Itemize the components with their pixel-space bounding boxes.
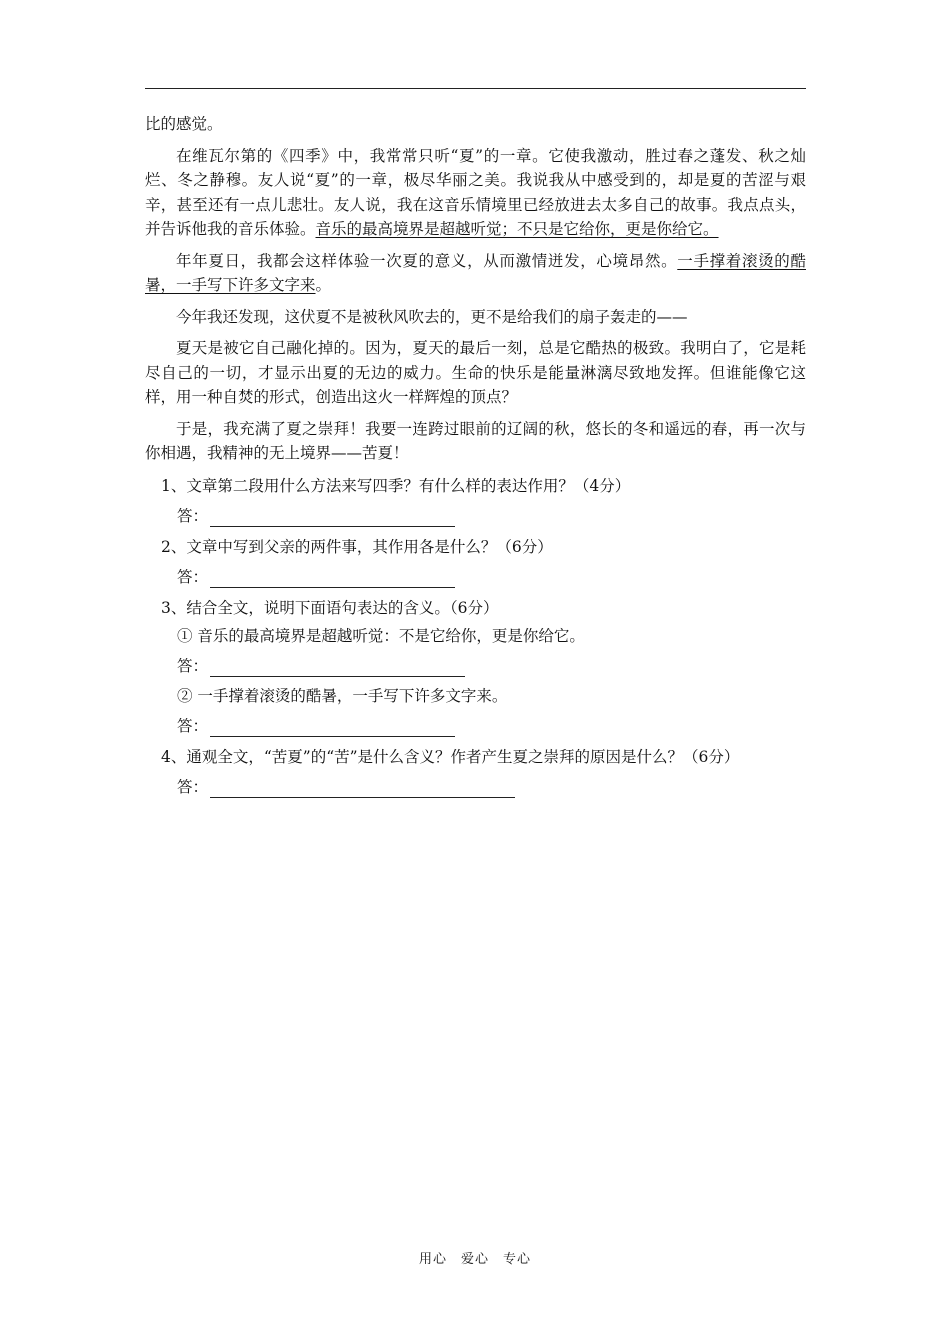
document-body [145, 112, 806, 806]
page-footer: 用心 爱心 专心 [418, 1252, 531, 1267]
answer-line[interactable] [210, 658, 465, 677]
question-3: 3、结合全文，说明下面语句表达的含义。（6分） [161, 598, 499, 617]
underlined-sentence: 一手撑着滚烫的酷暑，一手写下许多文字来 [145, 251, 806, 294]
header-rule [145, 88, 806, 89]
passage-paragraph [145, 305, 806, 330]
paragraph-text: 于是，我充满了夏之崇拜！我要一连跨过眼前的辽阔的秋，悠长的冬和遥远的春，再一次与你相遇，我精神的无上境界——苦夏！ [145, 419, 806, 462]
answer-4 [177, 776, 806, 798]
answer-3-2 [177, 715, 806, 737]
passage-paragraph [145, 112, 806, 137]
answer-label: 答： [177, 567, 209, 586]
paragraph-text: 比的感觉。 [145, 115, 223, 133]
answer-label: 答： [177, 716, 209, 735]
paragraph-text: 年年夏日，我都会这样体验一次夏的意义，从而激情迸发，心境昂然。 [176, 251, 678, 270]
paragraph-text: 今年我还发现，这伏夏不是被秋风吹去的，更不是给我们的扇子轰走的—— [176, 307, 688, 326]
passage-paragraph [145, 144, 806, 242]
passage-paragraph [145, 249, 806, 298]
answer-3-1 [177, 655, 806, 677]
paragraph-text: 夏天是被它自己融化掉的。因为，夏天的最后一刻，总是它酷热的极致。我明白了，它是耗尽自己的一切，才显示出夏的无边的威力。生命的快乐是能量淋漓尽致地发挥。但谁能像它这样，用一种自焚的形式，创造出这火一样辉煌的顶点？ [145, 339, 806, 406]
passage-paragraph [145, 417, 806, 466]
paragraph-text: 。 [315, 276, 332, 294]
answer-label: 答： [177, 506, 209, 525]
question-2: 2、文章中写到父亲的两件事，其作用各是什么？（6分） [161, 537, 553, 556]
question-4: 4、通观全文，“苦夏”的“苦”是什么含义？作者产生夏之崇拜的原因是什么？（6分） [161, 747, 740, 766]
answer-line[interactable] [210, 718, 455, 737]
question-3-sentence-2: ② 一手撑着滚烫的酷暑，一手写下许多文字来。 [177, 686, 508, 705]
answer-label: 答： [177, 777, 209, 796]
answer-1 [177, 505, 806, 527]
answer-line[interactable] [210, 569, 455, 588]
answer-2 [177, 566, 806, 588]
question-3-sentence-1: ① 音乐的最高境界是超越听觉：不是它给你，更是你给它。 [177, 626, 585, 645]
passage-paragraph [145, 336, 806, 410]
answer-line[interactable] [210, 779, 515, 798]
question-1: 1、文章第二段用什么方法来写四季？有什么样的表达作用？（4分） [161, 476, 631, 495]
answer-line[interactable] [210, 508, 455, 527]
answer-label: 答： [177, 656, 209, 675]
underlined-sentence: 音乐的最高境界是超越听觉；不只是它给你，更是你给它。 [315, 220, 719, 238]
paragraph-text: 在维瓦尔第的《四季》中，我常常只听“夏”的一章。它使我激动，胜过春之蓬发、秋之灿烂、冬之静穆。友人说“夏”的一章，极尽华丽之美。我说我从中感受到的，却是夏的苦涩与艰辛，甚至还有一点儿悲壮。友人说，我在这音乐情境里已经放进去太多自己的故事。我点点头，并告诉他我的音乐体验。 [145, 146, 806, 238]
